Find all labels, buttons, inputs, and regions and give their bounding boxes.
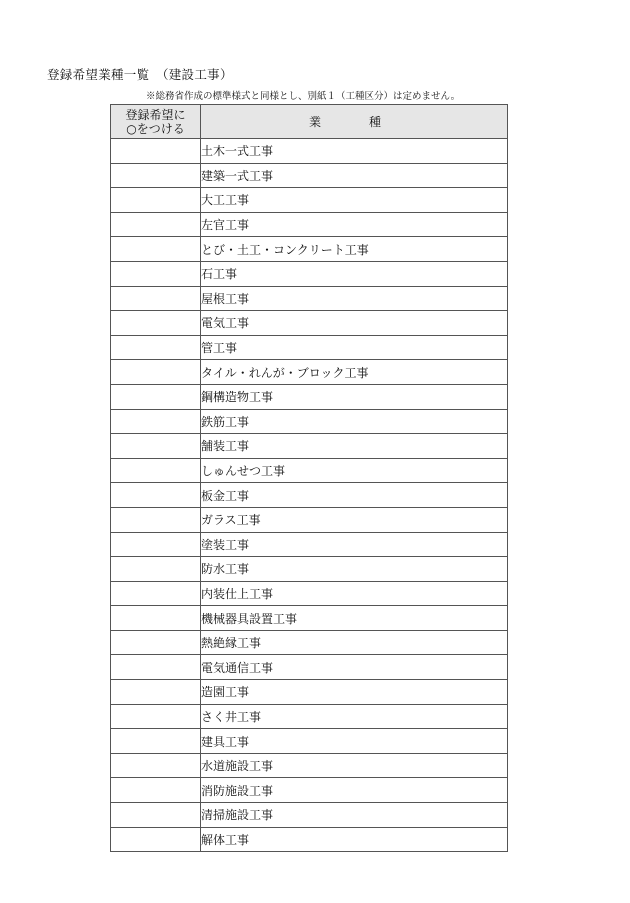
industry-name-cell: 建築一式工事 [201,163,508,188]
table-row [111,827,508,852]
table-row [111,507,508,532]
industry-name-cell: 石工事 [201,261,508,286]
registration-mark-cell[interactable] [111,532,201,557]
registration-mark-cell[interactable] [111,778,201,803]
table-row [111,261,508,286]
registration-mark-cell[interactable] [111,311,201,336]
table-row [111,753,508,778]
table-row [111,286,508,311]
table-row [111,311,508,336]
table-row [111,458,508,483]
industry-name-cell: とび・土工・コンクリート工事 [201,237,508,262]
table-row [111,188,508,213]
table-row [111,360,508,385]
industry-name-cell: 内装仕上工事 [201,581,508,606]
registration-mark-cell[interactable] [111,704,201,729]
industry-name-cell: 板金工事 [201,483,508,508]
table-row [111,655,508,680]
industry-name-cell: 清掃施設工事 [201,803,508,828]
table-row [111,384,508,409]
industry-name-cell: しゅんせつ工事 [201,458,508,483]
industry-name-cell: 屋根工事 [201,286,508,311]
registration-mark-cell[interactable] [111,458,201,483]
table-row [111,483,508,508]
registration-mark-cell[interactable] [111,680,201,705]
industry-name-cell: 大工工事 [201,188,508,213]
registration-mark-cell[interactable] [111,753,201,778]
table-header-row [111,105,508,139]
registration-mark-cell[interactable] [111,803,201,828]
table-row [111,680,508,705]
registration-mark-cell[interactable] [111,507,201,532]
registration-mark-cell[interactable] [111,286,201,311]
table-row [111,606,508,631]
industry-name-cell: 左官工事 [201,212,508,237]
registration-mark-cell[interactable] [111,261,201,286]
industry-name-cell: タイル・れんが・ブロック工事 [201,360,508,385]
registration-mark-cell[interactable] [111,335,201,360]
registration-mark-cell[interactable] [111,655,201,680]
industry-name-cell: 管工事 [201,335,508,360]
industry-name-cell: 熱絶縁工事 [201,630,508,655]
mark-header-line1: 登録希望に [125,107,186,122]
table-row [111,581,508,606]
industry-name-cell: 塗装工事 [201,532,508,557]
registration-mark-cell[interactable] [111,581,201,606]
industry-name-cell: 舗装工事 [201,434,508,459]
registration-mark-cell[interactable] [111,729,201,754]
table-row [111,163,508,188]
industry-name-cell: 防水工事 [201,557,508,582]
industry-name-cell: 建具工事 [201,729,508,754]
industry-name-cell: 機械器具設置工事 [201,606,508,631]
table-row [111,704,508,729]
standard-format-note: ※総務省作成の標準様式と同様とし、別紙１（工種区分）は定めません。 [146,91,461,102]
industry-name-cell: 消防施設工事 [201,778,508,803]
industry-name-cell: 鋼構造物工事 [201,384,508,409]
mark-header-line2: ○をつける [126,121,185,136]
registration-mark-cell[interactable] [111,409,201,434]
industry-name-cell: 水道施設工事 [201,753,508,778]
industry-name-cell: 造園工事 [201,680,508,705]
table-row [111,237,508,262]
table-row [111,630,508,655]
table-row [111,803,508,828]
registration-mark-cell[interactable] [111,630,201,655]
industry-name-cell: 土木一式工事 [201,139,508,164]
registration-mark-cell[interactable] [111,188,201,213]
registration-mark-cell[interactable] [111,483,201,508]
industry-name-cell: ガラス工事 [201,507,508,532]
registration-mark-cell[interactable] [111,237,201,262]
registration-mark-cell[interactable] [111,384,201,409]
registration-mark-cell[interactable] [111,827,201,852]
industry-registration-table [110,104,508,852]
registration-mark-cell[interactable] [111,212,201,237]
industry-name-cell: 電気通信工事 [201,655,508,680]
registration-mark-cell[interactable] [111,360,201,385]
industry-name-cell: 電気工事 [201,311,508,336]
page-title: 登録希望業種一覧 （建設工事） [47,67,233,82]
table-row [111,557,508,582]
registration-mark-cell[interactable] [111,434,201,459]
registration-mark-cell[interactable] [111,606,201,631]
mark-column-header [111,105,201,139]
table-row [111,532,508,557]
table-row [111,335,508,360]
table-row [111,778,508,803]
table-row [111,212,508,237]
table-row [111,139,508,164]
industry-name-cell: さく井工事 [201,704,508,729]
registration-mark-cell[interactable] [111,163,201,188]
industry-name-cell: 解体工事 [201,827,508,852]
table-row [111,434,508,459]
industry-column-header: 業 種 [201,105,508,139]
table-row [111,729,508,754]
registration-mark-cell[interactable] [111,557,201,582]
table-row [111,409,508,434]
industry-name-cell: 鉄筋工事 [201,409,508,434]
registration-mark-cell[interactable] [111,139,201,164]
